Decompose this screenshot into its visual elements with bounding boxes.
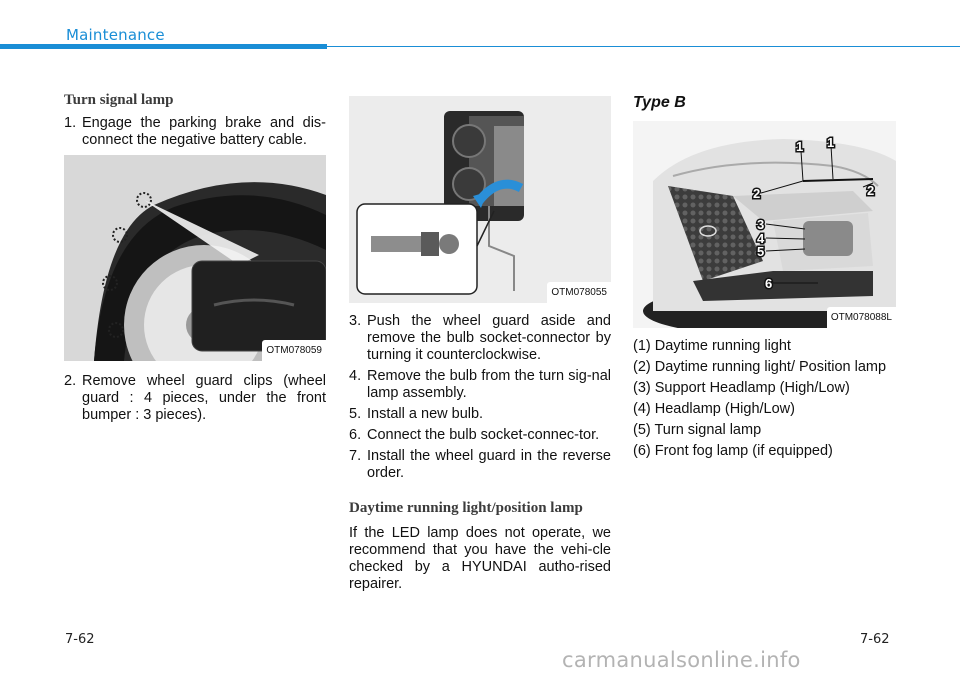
step-text: Connect the bulb socket-connec-tor. <box>367 427 600 443</box>
step-1 <box>64 115 326 149</box>
step-number: 4. <box>349 368 362 384</box>
callout-6: 6 <box>765 276 773 291</box>
step-6 <box>349 427 611 444</box>
callout-2b: 2 <box>867 183 875 198</box>
lamp-item-1: (1) Daytime running light <box>633 338 791 354</box>
step-2 <box>64 373 326 424</box>
column-2 <box>349 96 611 593</box>
lamp-item-6: (6) Front fog lamp (if equipped) <box>633 443 833 459</box>
step-4 <box>349 368 611 402</box>
type-b-title: Type B <box>633 94 686 111</box>
drl-title: Daytime running light/position lamp <box>349 500 583 516</box>
bulb-socket-illustration <box>349 96 611 303</box>
callout-1a: 1 <box>796 139 804 154</box>
step-number: 5. <box>349 406 362 422</box>
lamp-item-5: (5) Turn signal lamp <box>633 422 762 438</box>
step-7 <box>349 448 611 482</box>
drl-text: If the LED lamp does not operate, we recommend that you have the vehi-cle checked by a HYUNDAI autho-rised repairer. <box>349 525 611 592</box>
callout-1b: 1 <box>827 135 835 150</box>
callout-5: 5 <box>757 244 765 259</box>
front-lamps-illustration <box>633 121 896 328</box>
watermark: carmanualsonline.info <box>562 648 801 672</box>
header-section-title: Maintenance <box>66 26 165 44</box>
lamp-item-2: (2) Daytime running light/ Position lamp <box>633 359 887 375</box>
wheel-guard-illustration <box>64 155 326 361</box>
step-text: Remove wheel guard clips (wheel guard : 4 pieces, under the front bumper : 3 pieces). <box>82 373 326 423</box>
front-lamps-figure <box>633 121 896 328</box>
callout-2a: 2 <box>753 186 761 201</box>
step-number: 6. <box>349 427 362 443</box>
step-5 <box>349 406 611 423</box>
step-text: Install the wheel guard in the reverse order. <box>367 448 611 481</box>
step-number: 1. <box>64 115 77 131</box>
callout-4: 4 <box>757 231 765 246</box>
step-text: Push the wheel guard aside and remove the bulb socket-connector by turning it counterclockwise. <box>367 313 611 363</box>
column-1 <box>64 92 326 428</box>
column-3 <box>633 92 896 464</box>
bulb-socket-figure <box>349 96 611 303</box>
figure-code: OTM078055 <box>547 282 611 303</box>
step-text: Install a new bulb. <box>367 406 484 422</box>
figure-code: OTM078059 <box>262 340 326 361</box>
step-number: 2. <box>64 373 77 389</box>
step-number: 3. <box>349 313 362 329</box>
figure-code: OTM078088L <box>827 307 896 328</box>
lamp-item-4: (4) Headlamp (High/Low) <box>633 401 795 417</box>
header-rule-accent <box>0 44 327 49</box>
turn-signal-title: Turn signal lamp <box>64 92 174 108</box>
step-3 <box>349 313 611 364</box>
lamp-item-3: (3) Support Headlamp (High/Low) <box>633 380 850 396</box>
step-number: 7. <box>349 448 362 464</box>
callout-3: 3 <box>757 217 765 232</box>
page-number-right: 7-62 <box>860 632 890 647</box>
step-text: Remove the bulb from the turn sig-nal lamp assembly. <box>367 368 611 401</box>
page-number-left: 7-62 <box>65 632 95 647</box>
wheel-guard-figure <box>64 155 326 361</box>
step-text: Engage the parking brake and dis-connect the negative battery cable. <box>82 115 326 148</box>
